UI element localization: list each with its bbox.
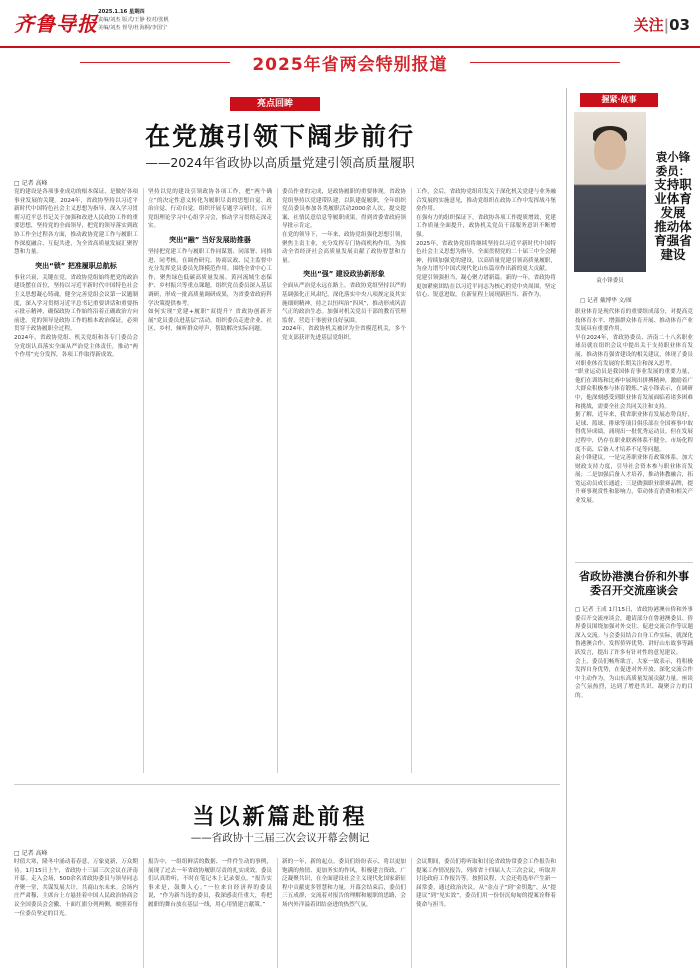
- section-name: 关注: [633, 16, 664, 34]
- lead-byline: □ 记者 高峰: [14, 180, 48, 187]
- lead-paragraph: 坚持把党建工作与履职工作同谋划、同部署、同推进、同考核，在调查研究、协商议政、民主监督中充分发挥党员委员先锋模范作用。围绕全省中心工作，聚焦绿色低碳高质量发展、黄河流域生态保护、乡村振兴等重点课题，组织党员委员深入基层调研，形成一批高质量调研成果，为省委省政府科学决策提供参考。: [148, 248, 272, 307]
- lead-paragraph: 2024年，省政协党组、机关党组和各专门委员会分党组认真落实全面从严治党主体责任，推动“两个作用”充分发挥，各项工作取得新成效。: [14, 334, 138, 359]
- second-headline: 当以新篇赴前程: [192, 804, 368, 830]
- lead-paragraph: 委员作业的完成，是政协履职的重要体现。省政协党组坚持以党建带队建，以队建促履职，全年组织党员委员参加各类履职活动2000余人次，提交提案、社情民意信息等履职成果，得到省委省政府领导批示肯定。: [282, 189, 406, 230]
- second-paragraph: 报告中，一组组鲜活的数据、一件件生动的事例，展现了过去一年省政协履职尽责的扎实成效。委员们认真聆听，不时在笔记本上记录要点。“报告实事求是，鼓舞人心。”一位来自经济界的委员说，“作为新当选的委员，我深感责任重大，将把履职的舞台放在基层一线，用心用情建言献策。”: [148, 859, 272, 908]
- lead-kicker: 亮点回眸: [230, 97, 320, 111]
- issue-date: 2025.1.16 星期四: [98, 9, 145, 15]
- lead-paragraph: 在党的领导下，一年来，政协党组强化思想引领，聚焦主责主业，充分发挥专门协商机构作用，为推动全省经济社会高质量发展贡献了政协智慧和力量。: [282, 231, 406, 264]
- lead-paragraph: 事业兴衰，关键在党。省政协党组始终把党的政治建设摆在首位，坚持以习近平新时代中国特色社会主义思想凝心铸魂，健全完善党组会议第一议题制度，深入学习贯彻习近平总书记重要讲话和重要指示批示精神，确保政协工作始终沿着正确政治方向前进。党的领导是政协工作的根本政治保证，必须贯穿于政协履职全过程。: [14, 274, 138, 333]
- lead-paragraph: 坚持以党的建设引领政协各项工作，把“两个确立”的决定性意义转化为履职尽责的思想自觉、政治自觉、行动自觉。组织开展专题学习研讨，召开党组理论学习中心组学习会，推动学习贯彻走深走实。: [148, 189, 272, 230]
- column-divider: [143, 188, 144, 773]
- lead-paragraph: 工作，会后，省政协党组印发关于深化机关党建与业务融合发展的实施意见，推动党组织在政协工作中发挥战斗堡垒作用。: [416, 189, 556, 213]
- sidebar-second-headline: 省政协港澳台侨和外事委召开交流座谈会: [579, 570, 689, 597]
- masthead-logo: 齐鲁导报: [14, 12, 98, 36]
- second-byline: □ 记者 高峰: [14, 850, 48, 857]
- sidebar-paragraph: 会上，委员们畅所欲言，大家一致表示，将积极发挥自身优势，在促进对外开放、深化交流合作中主动作为，为山东高质量发展贡献力量。座谈会气氛热烈，达到了增进共识、凝聚合力的目的。: [575, 658, 693, 699]
- lead-paragraph: 如何实现“党建+履职”双提升？省政协创新开展“党员委员进基层”活动，组织委员走进企业、社区、乡村，倾听群众呼声，帮助解决实际问题。: [148, 309, 272, 333]
- lead-headline: 在党旗引领下阔步前行: [144, 122, 415, 151]
- lead-column-2: [148, 188, 272, 773]
- lead-column-3: [282, 188, 406, 773]
- section-label: 关注|03: [633, 16, 690, 34]
- column-divider: [143, 858, 144, 968]
- banner-title: 2025年省两会特别报道: [252, 55, 448, 75]
- second-subheadline: ——省政协十三届三次会议开幕会侧记: [190, 832, 370, 844]
- lead-paragraph: 全面从严治党永远在路上。省政协党组坚持以严的基调强化正风肃纪，深化落实中央八项规定及其实施细则精神，持之以恒纠治“四风”，推动形成风清气正的政治生态。加强对机关党员干部的教育管理监督，营造干事创业良好氛围。: [282, 283, 406, 324]
- lead-subhead: 突出“锁” 把准履职总航标: [35, 261, 117, 270]
- sidebar-title-main: 支持职业体育发展 推动体育强省建设: [654, 177, 692, 262]
- column-divider: [411, 858, 412, 968]
- lead-paragraph: 2024年，省政协机关被评为全省模范机关，多个党支部获评先进基层党组织。: [282, 326, 406, 341]
- second-paragraph: 会议期间，委员们将听取和讨论省政协常委会工作报告和提案工作情况报告，列席省十四届人大三次会议，听取并讨论政府工作报告等。按照议程，大会还将选举产生新一届常委，通过政治决议。从“金点子”到“金钥匙”，从“提建议”到“见实效”，委员们用一份份沉甸甸的提案诠释着使命与担当。: [416, 859, 556, 908]
- photo-face: [594, 130, 626, 170]
- masthead-meta: [98, 8, 398, 32]
- lead-paragraph: 2025年，省政协党组将继续坚持以习近平新时代中国特色社会主义思想为指导，全面贯彻党的二十届三中全会精神，持续加强党的建设，以高质量党建引领高质量履职，为奋力谱写中国式现代化山东篇章作出新的更大贡献。: [416, 240, 556, 273]
- second-paragraph: 时值大寒，隆冬中涌动着春意，万象更新，万众期待。1月15日上午，省政协十三届三次会议在济南开幕。走入会场，500余名省政协委员与领导同志齐聚一堂，共谋发展大计，共商山东未来。会场内庄严肃穆，主席台上方悬挂着中国人民政治协商会议全国委员会会徽，十面红旗分列两侧，映照着每一位委员坚定的目光。: [14, 859, 138, 917]
- column-divider: [277, 858, 278, 968]
- second-column-4: [416, 858, 556, 968]
- story-divider: [14, 784, 560, 785]
- sidebar-paragraph: 职业体育是现代体育的重要组成部分，对提高竞技体育水平、增强群众体育开展、推动体育产业发展具有重要作用。: [575, 309, 693, 333]
- column-divider: [411, 188, 412, 773]
- sidebar-byline: □ 记者 戴博华 文/图: [580, 298, 632, 304]
- sidebar-paragraph: “职业运动员是我国体育事业发展的重要力量，他们在训练和比赛中展现出拼搏精神，激励着广大群众积极参与体育锻炼。”袁小锋表示，在调研中，他深刻感受到职业体育发展面临着诸多困难和挑战，需要全社会共同关注和支持。: [575, 369, 693, 410]
- column-divider: [277, 188, 278, 773]
- sidebar-paragraph: 早在2024年，省政协委员、济南二十八名职业球员就在组织会议中提出关于支持职业体育发展、推动体育强省建设的相关建议，体现了委员对职业体育发展的长期关注和深入思考。: [575, 334, 693, 367]
- second-column-2: [148, 858, 272, 968]
- second-column-1: [14, 858, 138, 968]
- lead-subhead: 突出“融” 当好发展助推器: [169, 235, 251, 244]
- masthead: [0, 0, 700, 48]
- second-column-3: [282, 858, 406, 968]
- sidebar-paragraph: 袁小锋建议，一是完善职业体育政策体系，加大财政支持力度，引导社会资本参与职业体育发展；二是加强后备人才培养，推动体教融合，拓宽运动员成长通道；三是做强职业联赛品牌，提升赛事观赏性和影响力，带动体育消费和相关产业发展。: [575, 455, 693, 505]
- editor-line-1: 责编/刘杰 版式/王静 校对/张帆: [98, 17, 169, 23]
- committee-member-photo: [574, 112, 646, 272]
- page-number: 03: [669, 16, 690, 34]
- lead-subheadline: ——2024年省政协以高质量党建引领高质量履职: [145, 155, 415, 170]
- sidebar-title: [654, 150, 692, 262]
- lead-column-4: [416, 188, 556, 773]
- sidebar-paragraph: 据了解，近年来，我省职业体育发展态势良好，足球、篮球、排球等项目俱乐部在全国赛事中取得优异成绩，涌现出一批优秀运动员。但在发展过程中，仍存在职业联赛体系不健全、市场化程度不高、后备人才培养不足等问题。: [575, 412, 693, 453]
- lead-paragraph: 在强有力的组织保证下，省政协各项工作提质增效，党建工作质量全面提升，政协机关党员干部服务意识不断增强。: [416, 214, 556, 238]
- lead-column-1: [14, 188, 138, 773]
- sidebar-body: [575, 308, 693, 556]
- photo-caption: 袁小锋委员: [596, 278, 624, 284]
- special-report-banner: [0, 48, 700, 74]
- sidebar-section-divider: [575, 562, 693, 563]
- editor-line-2: 美编/刘杰 督导/杜海桐/李国宁: [98, 25, 168, 31]
- lead-paragraph: 党建引领强担当，凝心聚力谱新篇。新的一年，省政协将更加紧密团结在以习近平同志为核心的党中央周围，坚定信心、锐意进取，在新征程上展现新担当、新作为。: [416, 274, 556, 299]
- sidebar-divider: [566, 88, 567, 968]
- sidebar-paragraph: □ 记者 王成 1月15日，省政协港澳台侨和外事委召开交流座谈会，邀请部分在鲁港澳委员、侨界委员围绕加强对外交往、促进交流合作等议题深入交流。与会委员结合自身工作实际，就深化鲁港澳合作、发挥侨界优势、讲好山东故事等踊跃发言，提出了许多有针对性的意见建议。: [575, 607, 693, 656]
- sidebar-title-name: 袁小锋委员：: [655, 150, 691, 178]
- lead-subhead: 突出“强” 建设政协新形象: [303, 270, 385, 279]
- sidebar-second-body: [575, 606, 693, 968]
- sidebar-kicker: 握紧·故事: [580, 93, 658, 107]
- lead-paragraph: 党的建设是各项事业成功的根本保证，是做好各项事业发展的关键。2024年，省政协坚持以习近平新时代中国特色社会主义思想为指导，深入学习贯彻习近平总书记关于加强和改进人民政协工作的重要思想，坚持党的全面领导，把党的领导落实到政协工作全过程各方面，推动政协党建工作与履职工作深度融合、互促共进，为全省高质量发展汇聚智慧和力量。: [14, 189, 138, 256]
- second-paragraph: 新的一年，新的起点。委员们纷纷表示，将以更加饱满的热情、更加务实的作风，积极建言资政、广泛凝聚共识，在全面建设社会主义现代化国家新征程中贡献更多智慧和力量。开幕会结束后，委员们三五成群，交流着对报告的理解和履职的思路，会场内外洋溢着团结奋进的热烈气氛。: [282, 859, 406, 908]
